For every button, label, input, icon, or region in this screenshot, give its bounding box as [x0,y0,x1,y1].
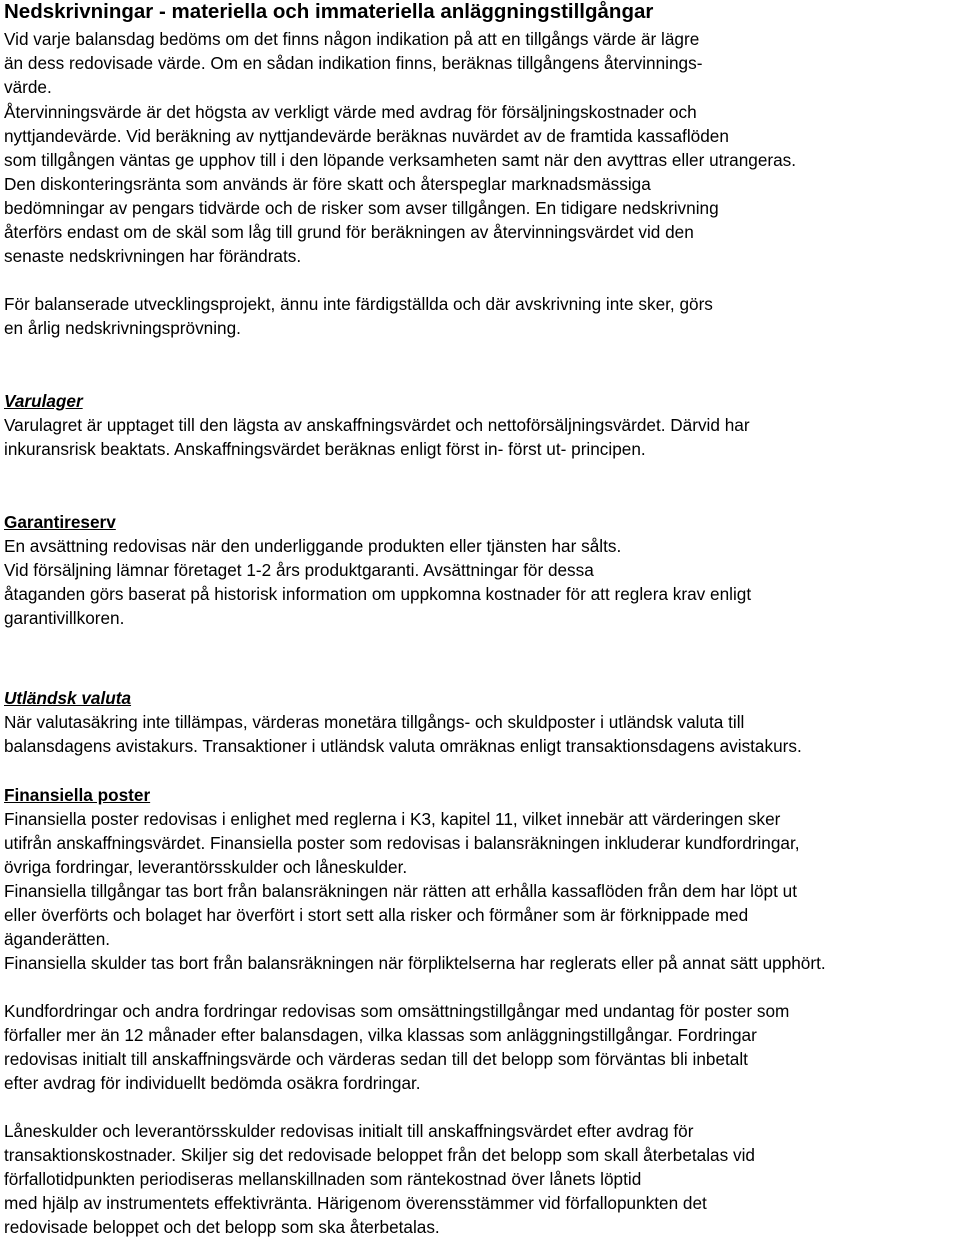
text-line: övriga fordringar, leverantörsskulder och låneskulder. [4,857,408,877]
text-line: återförs endast om de skäl som låg till grund för beräkningen av återvinningsvärdet vid den [4,222,694,242]
heading-nedskrivningar: Nedskrivningar - materiella och immateriella anläggningstillgångar [4,0,654,23]
text-line: En avsättning redovisas när den underliggande produkten eller tjänsten har sålts. [4,536,622,556]
text-line: Den diskonteringsränta som används är före skatt och återspeglar marknadsmässiga [4,174,651,194]
heading-finansiella-poster: Finansiella poster [4,785,151,805]
text-line: efter avdrag för individuellt bedömda osäkra fordringar. [4,1073,421,1093]
text-line: Kundfordringar och andra fordringar redovisas som omsättningstillgångar med undantag för poster som [4,1001,790,1021]
heading-varulager: Varulager [4,391,83,411]
text-line: balansdagens avistakurs. Transaktioner i utländsk valuta omräknas enligt transaktionsdagens avistakurs. [4,736,802,756]
text-line: Finansiella skulder tas bort från balansräkningen när förpliktelserna har reglerats eller på annat sätt upphört. [4,953,826,973]
text-line: Finansiella tillgångar tas bort från balansräkningen när rätten att erhålla kassaflöden från dem har löpt ut [4,881,797,901]
heading-garantireserv: Garantireserv [4,512,116,532]
heading-utlandsk-valuta: Utländsk valuta [4,688,132,708]
text-line: redovisas initialt till anskaffningsvärde och värderas sedan till det belopp som förväntas bli inbetalt [4,1049,748,1069]
text-line: eller överförts och bolaget har överfört i stort sett alla risker och förmåner som är förknippade med [4,905,749,925]
text-line: Vid försäljning lämnar företaget 1-2 års produktgaranti. Avsättningar för dessa [4,560,594,580]
text-line: garantivillkoren. [4,608,125,628]
text-line: utifrån anskaffningsvärdet. Finansiella poster som redovisas i balansräkningen inkluderar kundfordringar, [4,833,800,853]
text-line: När valutasäkring inte tillämpas, värderas monetära tillgångs- och skuldposter i utländsk valuta till [4,712,745,732]
text-line: Återvinningsvärde är det högsta av verkligt värde med avdrag för försäljningskostnader och [4,102,697,122]
text-line: inkuransrisk beaktats. Anskaffningsvärdet beräknas enligt först in- först ut- principen. [4,439,646,459]
text-line: en årlig nedskrivningsprövning. [4,318,241,338]
text-line: Varulagret är upptaget till den lägsta av anskaffningsvärdet och nettoförsäljningsvärdet. Därvid har [4,415,750,435]
text-line: med hjälp av instrumentets effektivränta. Härigenom överensstämmer vid förfallopunkten det [4,1193,707,1213]
text-line: än dess redovisade värde. Om en sådan indikation finns, beräknas tillgångens återvinnings- [4,53,703,73]
text-line: förfallotidpunkten periodiseras mellanskillnaden som räntekostnad över lånets löptid [4,1169,642,1189]
text-line: Låneskulder och leverantörsskulder redovisas initialt till anskaffningsvärdet efter avdrag för [4,1121,694,1141]
text-line: som tillgången väntas ge upphov till i den löpande verksamheten samt när den avyttras eller utrangeras. [4,150,797,170]
text-line: äganderätten. [4,929,111,949]
text-line: förfaller mer än 12 månader efter balansdagen, vilka klassas som anläggningstillgångar. Fordringar [4,1025,757,1045]
text-line: åtaganden görs baserat på historisk information om uppkomna kostnader för att reglera krav enligt [4,584,752,604]
text-line: senaste nedskrivningen har förändrats. [4,246,302,266]
text-line: Finansiella poster redovisas i enlighet med reglerna i K3, kapitel 11, vilket innebär att värderingen sker [4,809,781,829]
text-line: nyttjandevärde. Vid beräkning av nyttjandevärde beräknas nuvärdet av de framtida kassaflöden [4,126,729,146]
text-line: redovisade beloppet och det belopp som ska återbetalas. [4,1217,440,1237]
text-line: Vid varje balansdag bedöms om det finns någon indikation på att en tillgångs värde är lägre [4,29,700,49]
text-line: värde. [4,77,52,97]
text-line: bedömningar av pengars tidvärde och de risker som avser tillgången. En tidigare nedskrivning [4,198,719,218]
text-line: För balanserade utvecklingsprojekt, ännu inte färdigställda och där avskrivning inte sker, görs [4,294,713,314]
text-line: transaktionskostnader. Skiljer sig det redovisade beloppet från det belopp som skall återbetalas vid [4,1145,755,1165]
